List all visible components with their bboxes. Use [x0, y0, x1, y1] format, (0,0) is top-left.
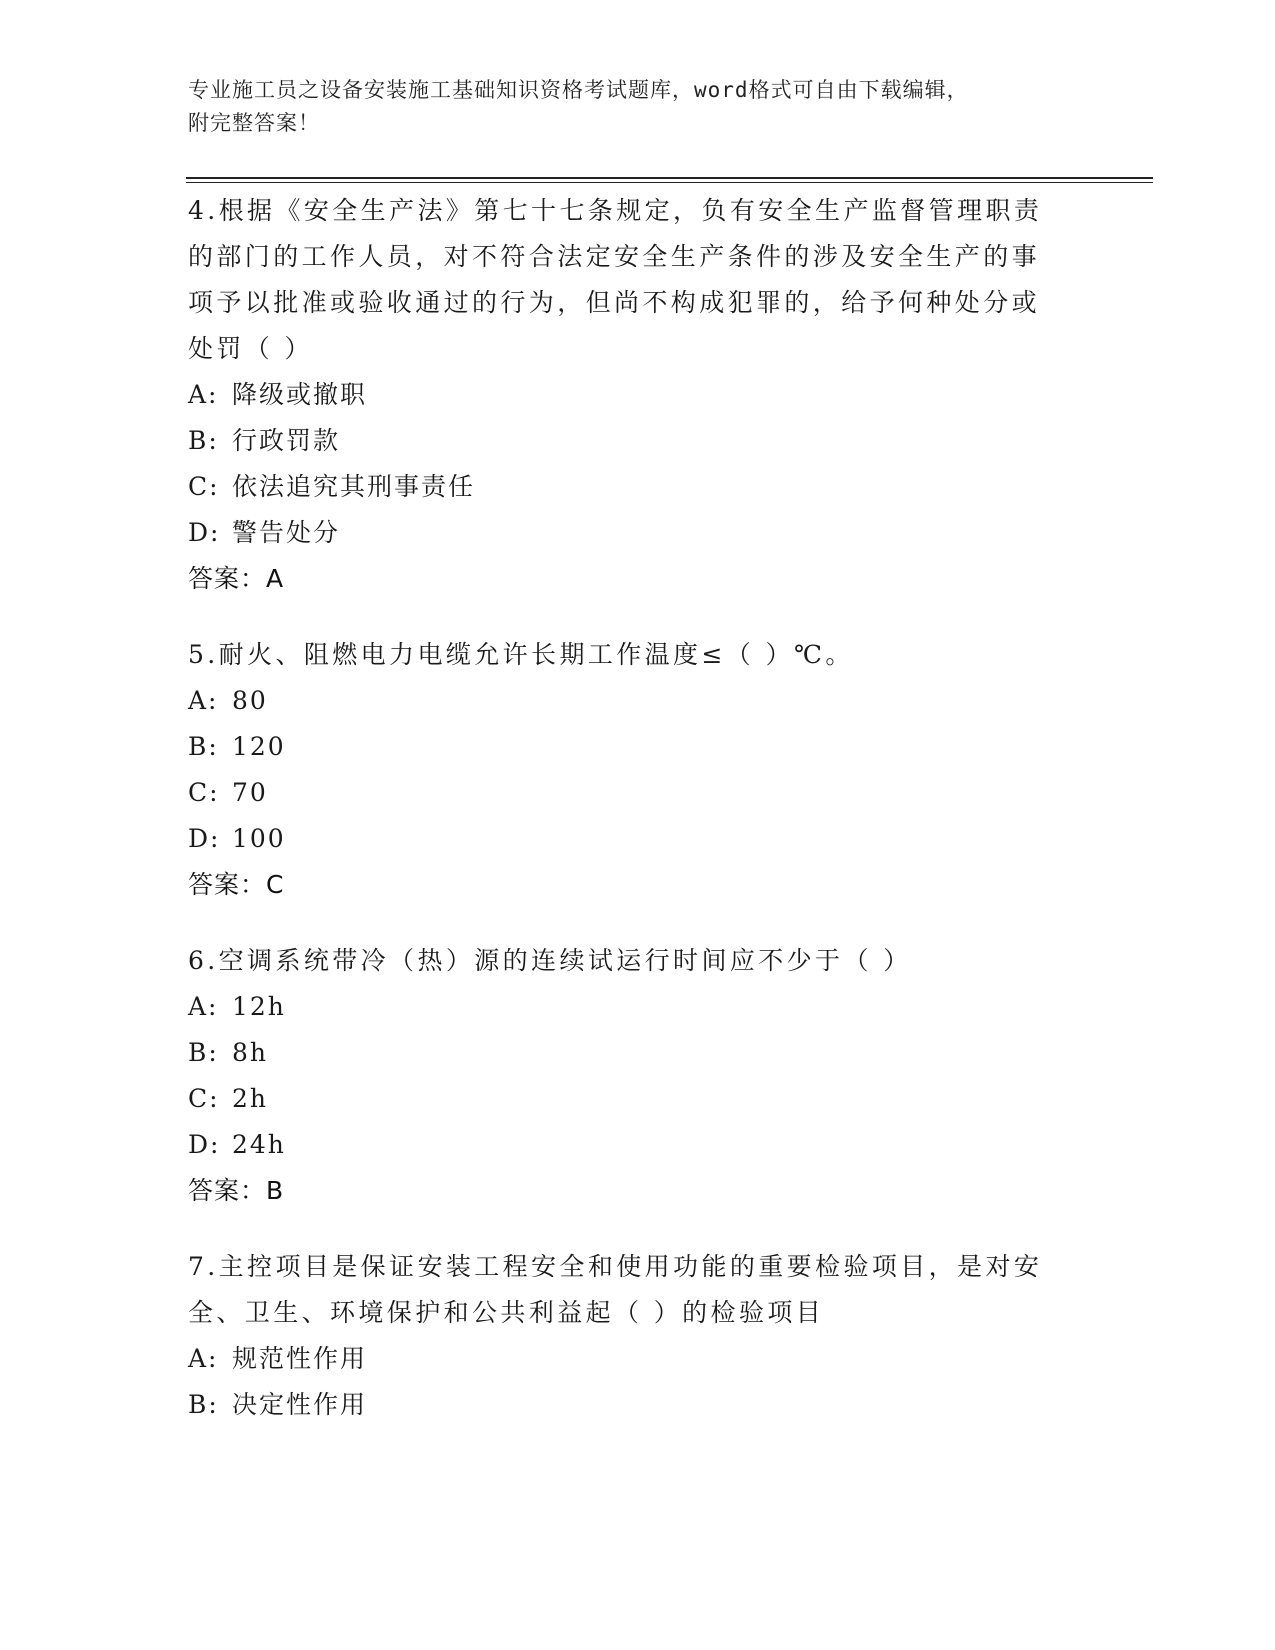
option-c — [188, 1076, 1068, 1122]
option-key: B: — [188, 426, 219, 455]
question-text: 5.耐火、阻燃电力电缆允许长期工作温度≤（ ）℃。 — [188, 640, 854, 669]
option-text: 8h — [232, 1038, 269, 1067]
option-d — [188, 1122, 1068, 1168]
option-key: B: — [188, 1390, 219, 1419]
question-text: 7.主控项目是保证安装工程安全和使用功能的重要检验项目，是对安全、卫生、环境保护和公共利益起（ ）的检验项目 — [188, 1252, 1043, 1327]
question-text: 4.根据《安全生产法》第七十七条规定，负有安全生产监督管理职责的部门的工作人员，对不符合法定安全生产条件的涉及安全生产的事项予以批准或验收通过的行为，但尚不构成犯罪的，给予何种处分或处罚（ ） — [188, 196, 1043, 363]
question-7 — [188, 1244, 1068, 1428]
option-b — [188, 418, 1068, 464]
option-key: A: — [188, 992, 219, 1021]
header-divider-thick — [186, 177, 1153, 179]
option-text: 70 — [232, 778, 268, 807]
option-key: D: — [188, 518, 221, 547]
option-text: 12h — [232, 992, 286, 1021]
option-text: 2h — [232, 1084, 269, 1113]
header-line-1: 专业施工员之设备安装施工基础知识资格考试题库，word格式可自由下载编辑， — [188, 78, 969, 102]
option-text: 警告处分 — [232, 518, 341, 547]
option-a — [188, 678, 1068, 724]
option-text: 24h — [232, 1130, 286, 1159]
option-key: A: — [188, 380, 219, 409]
option-text: 120 — [232, 732, 286, 761]
question-4 — [188, 188, 1068, 602]
answer-line: 答案：A — [188, 564, 285, 593]
option-text: 规范性作用 — [232, 1344, 368, 1373]
option-text: 行政罚款 — [232, 426, 341, 455]
option-d — [188, 510, 1068, 556]
option-text: 80 — [232, 686, 268, 715]
question-6 — [188, 938, 1068, 1214]
option-key: A: — [188, 686, 219, 715]
question-text: 6.空调系统带冷（热）源的连续试运行时间应不少于（ ） — [188, 946, 912, 975]
answer-line: 答案：B — [188, 1176, 285, 1205]
option-b — [188, 1030, 1068, 1076]
option-a — [188, 1336, 1068, 1382]
option-key: C: — [188, 1084, 220, 1113]
option-d — [188, 816, 1068, 862]
option-key: C: — [188, 778, 220, 807]
header-line-2: 附完整答案！ — [188, 111, 320, 135]
option-c — [188, 770, 1068, 816]
header-divider-thin — [186, 182, 1153, 183]
question-list — [188, 188, 1068, 1458]
option-a — [188, 372, 1068, 418]
option-key: D: — [188, 1130, 221, 1159]
option-text: 降级或撤职 — [232, 380, 368, 409]
answer-line: 答案：C — [188, 870, 285, 899]
option-c — [188, 464, 1068, 510]
question-5 — [188, 632, 1068, 908]
option-a — [188, 984, 1068, 1030]
option-b — [188, 1382, 1068, 1428]
option-key: D: — [188, 824, 221, 853]
document-header — [188, 74, 1068, 140]
option-key: B: — [188, 1038, 219, 1067]
option-text: 100 — [232, 824, 286, 853]
option-text: 决定性作用 — [232, 1390, 368, 1419]
option-key: B: — [188, 732, 219, 761]
option-b — [188, 724, 1068, 770]
option-key: A: — [188, 1344, 219, 1373]
option-key: C: — [188, 472, 220, 501]
option-text: 依法追究其刑事责任 — [232, 472, 476, 501]
